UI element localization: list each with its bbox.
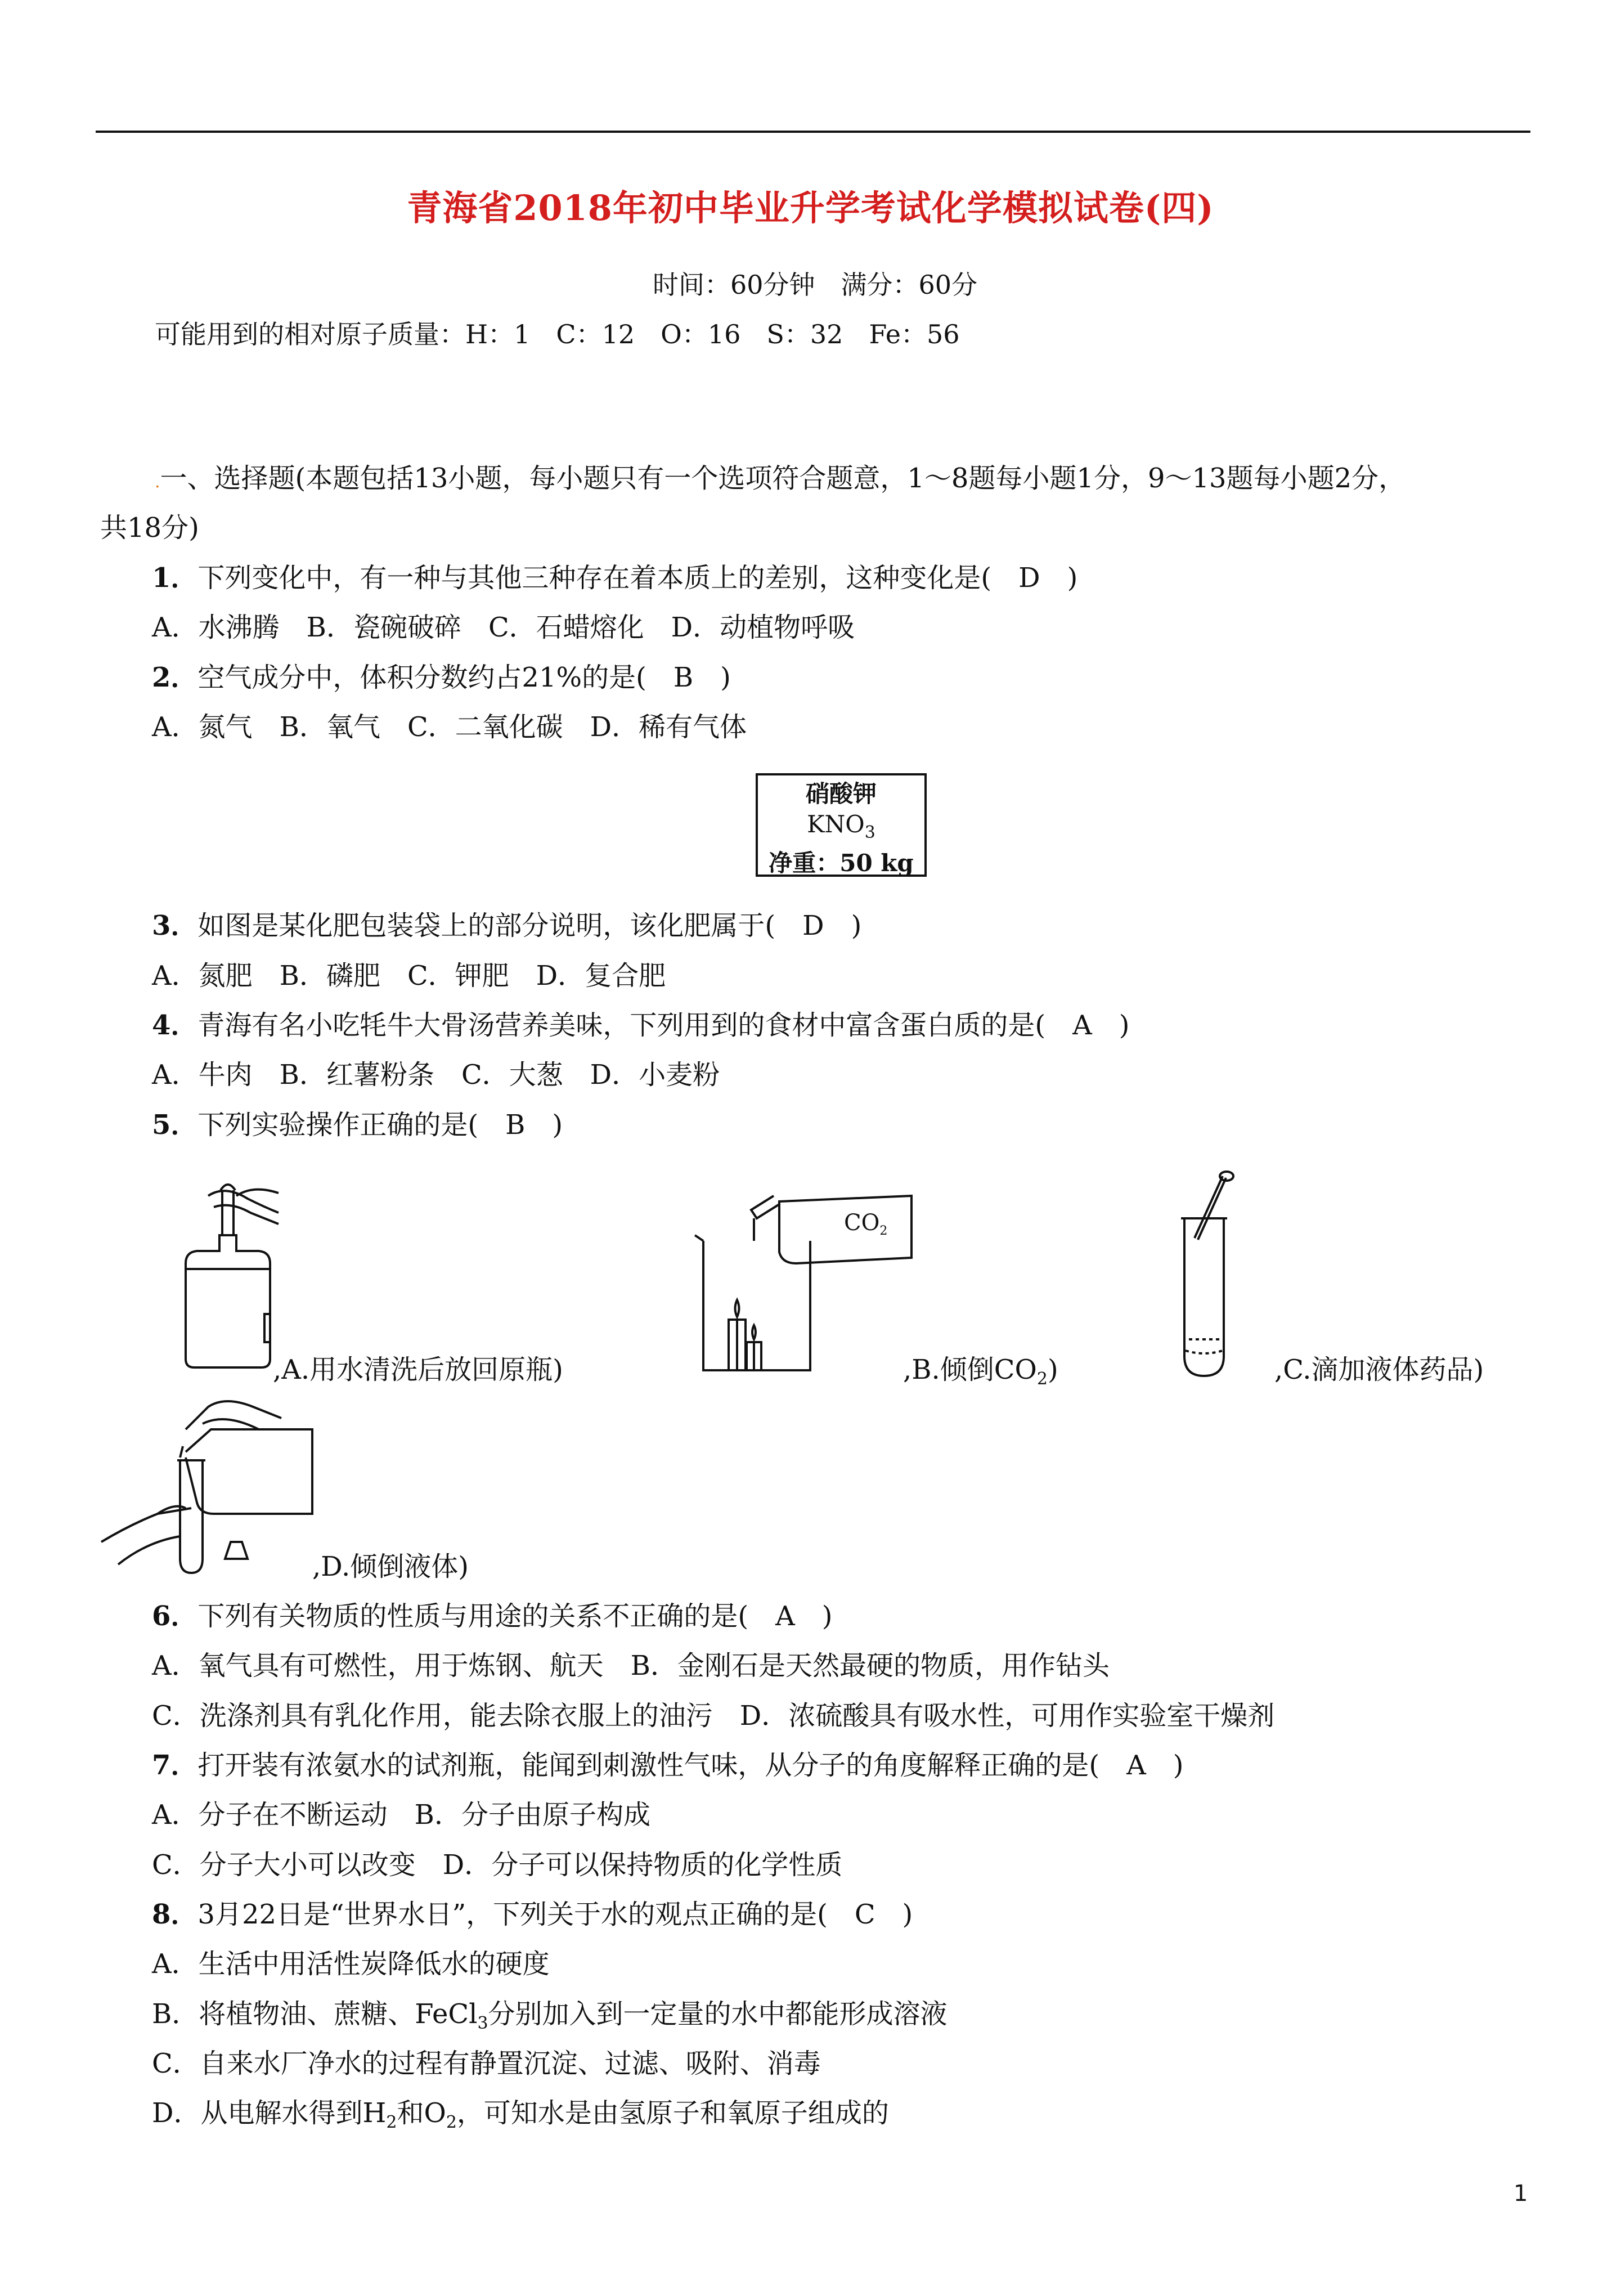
label-name: 硝酸钾 xyxy=(805,780,877,808)
question-8-option-c: C．自来水厂净水的过程有静置沉淀、过滤、吸附、消毒 xyxy=(152,2048,821,2079)
question-8: 8．3月22日是“世界水日”，下列关于水的观点正确的是( C ) xyxy=(152,1899,913,1930)
question-3-options: A．氮肥 B．磷肥 C．钾肥 D．复合肥 xyxy=(152,960,666,992)
question-8-option-a: A．生活中用活性炭降低水的硬度 xyxy=(152,1948,550,1980)
question-6-options-2: C．洗涤剂具有乳化作用，能去除衣服上的油污 D．浓硫酸具有吸水性，可用作实验室干燥剂 xyxy=(152,1700,1275,1732)
figure-b-pour-co2 xyxy=(689,1179,914,1382)
section-heading-cont: 共18分) xyxy=(100,512,199,544)
question-7: 7．打开装有浓氨水的试剂瓶，能闻到刺激性气味，从分子的角度解释正确的是( A ) xyxy=(152,1750,1184,1781)
edit-mark: . xyxy=(155,472,160,492)
question-7-options-2: C．分子大小可以改变 D．分子可以保持物质的化学性质 xyxy=(152,1849,843,1881)
question-4-options: A．牛肉 B．红薯粉条 C．大葱 D．小麦粉 xyxy=(152,1059,720,1091)
fertilizer-label xyxy=(756,773,927,877)
figure-b-caption: ,B.倾倒$CO_2$) xyxy=(903,1354,1058,1389)
figure-d-caption: ,D.倾倒液体) xyxy=(312,1551,469,1582)
figure-c-caption: ,C.滴加液体药品) xyxy=(1274,1354,1484,1385)
label-weight: 净重：50 kg xyxy=(769,849,914,877)
question-7-options-1: A．分子在不断运动 B．分子由原子构成 xyxy=(152,1799,650,1831)
section-heading: .一、选择题(本题包括13小题，每小题只有一个选项符合题意，1～8题每小题1分，9～13题每小题2分， xyxy=(155,463,1406,494)
atomic-mass-line: 可能用到的相对原子质量：H：1 C：12 O：16 S：32 Fe：56 xyxy=(155,319,960,349)
question-2: 2．空气成分中，体积分数约占21%的是( B ) xyxy=(152,662,731,693)
time-line: 时间：60分钟 满分：60分 xyxy=(653,270,978,300)
question-2-options: A．氮气 B．氧气 C．二氧化碳 D．稀有气体 xyxy=(152,711,747,743)
question-8-option-b: B．将植物油、蔗糖、FeCl$_3$分别加入到一定量的水中都能形成溶液 xyxy=(152,1998,948,2033)
question-6-options-1: A．氧气具有可燃性，用于炼钢、航天 B．金刚石是天然最硬的物质，用作钻头 xyxy=(152,1650,1110,1681)
figure-c-test-tube-dropper xyxy=(1173,1171,1241,1384)
figure-d-pour-liquid xyxy=(96,1396,332,1581)
question-1: 1．下列变化中，有一种与其他三种存在着本质上的差别，这种变化是( D ) xyxy=(152,562,1078,594)
question-4: 4．青海有名小吃牦牛大骨汤营养美味，下列用到的食材中富含蛋白质的是( A ) xyxy=(152,1010,1130,1041)
header-rule xyxy=(96,131,1530,133)
figure-a-caption: ,A.用水清洗后放回原瓶) xyxy=(273,1354,563,1385)
figure-a-dropper-bottle xyxy=(152,1173,287,1382)
co2-bottle-text: $CO_2$ xyxy=(844,1210,888,1238)
question-6: 6．下列有关物质的性质与用途的关系不正确的是( A ) xyxy=(152,1600,833,1632)
question-8-option-d: D．从电解水得到$H_2$和$O_2$，可知水是由氢原子和氧原子组成的 xyxy=(152,2097,889,2132)
question-5: 5．下列实验操作正确的是( B ) xyxy=(152,1109,563,1141)
question-1-options: A．水沸腾 B．瓷碗破碎 C．石蜡熔化 D．动植物呼吸 xyxy=(152,612,855,643)
page-number: 1 xyxy=(1514,2181,1528,2207)
question-3: 3．如图是某化肥包装袋上的部分说明，该化肥属于( D ) xyxy=(152,910,862,941)
label-formula: $KNO_3$ xyxy=(807,810,875,842)
page-title: 青海省2018年初中毕业升学考试化学模拟试卷(四) xyxy=(407,187,1214,228)
